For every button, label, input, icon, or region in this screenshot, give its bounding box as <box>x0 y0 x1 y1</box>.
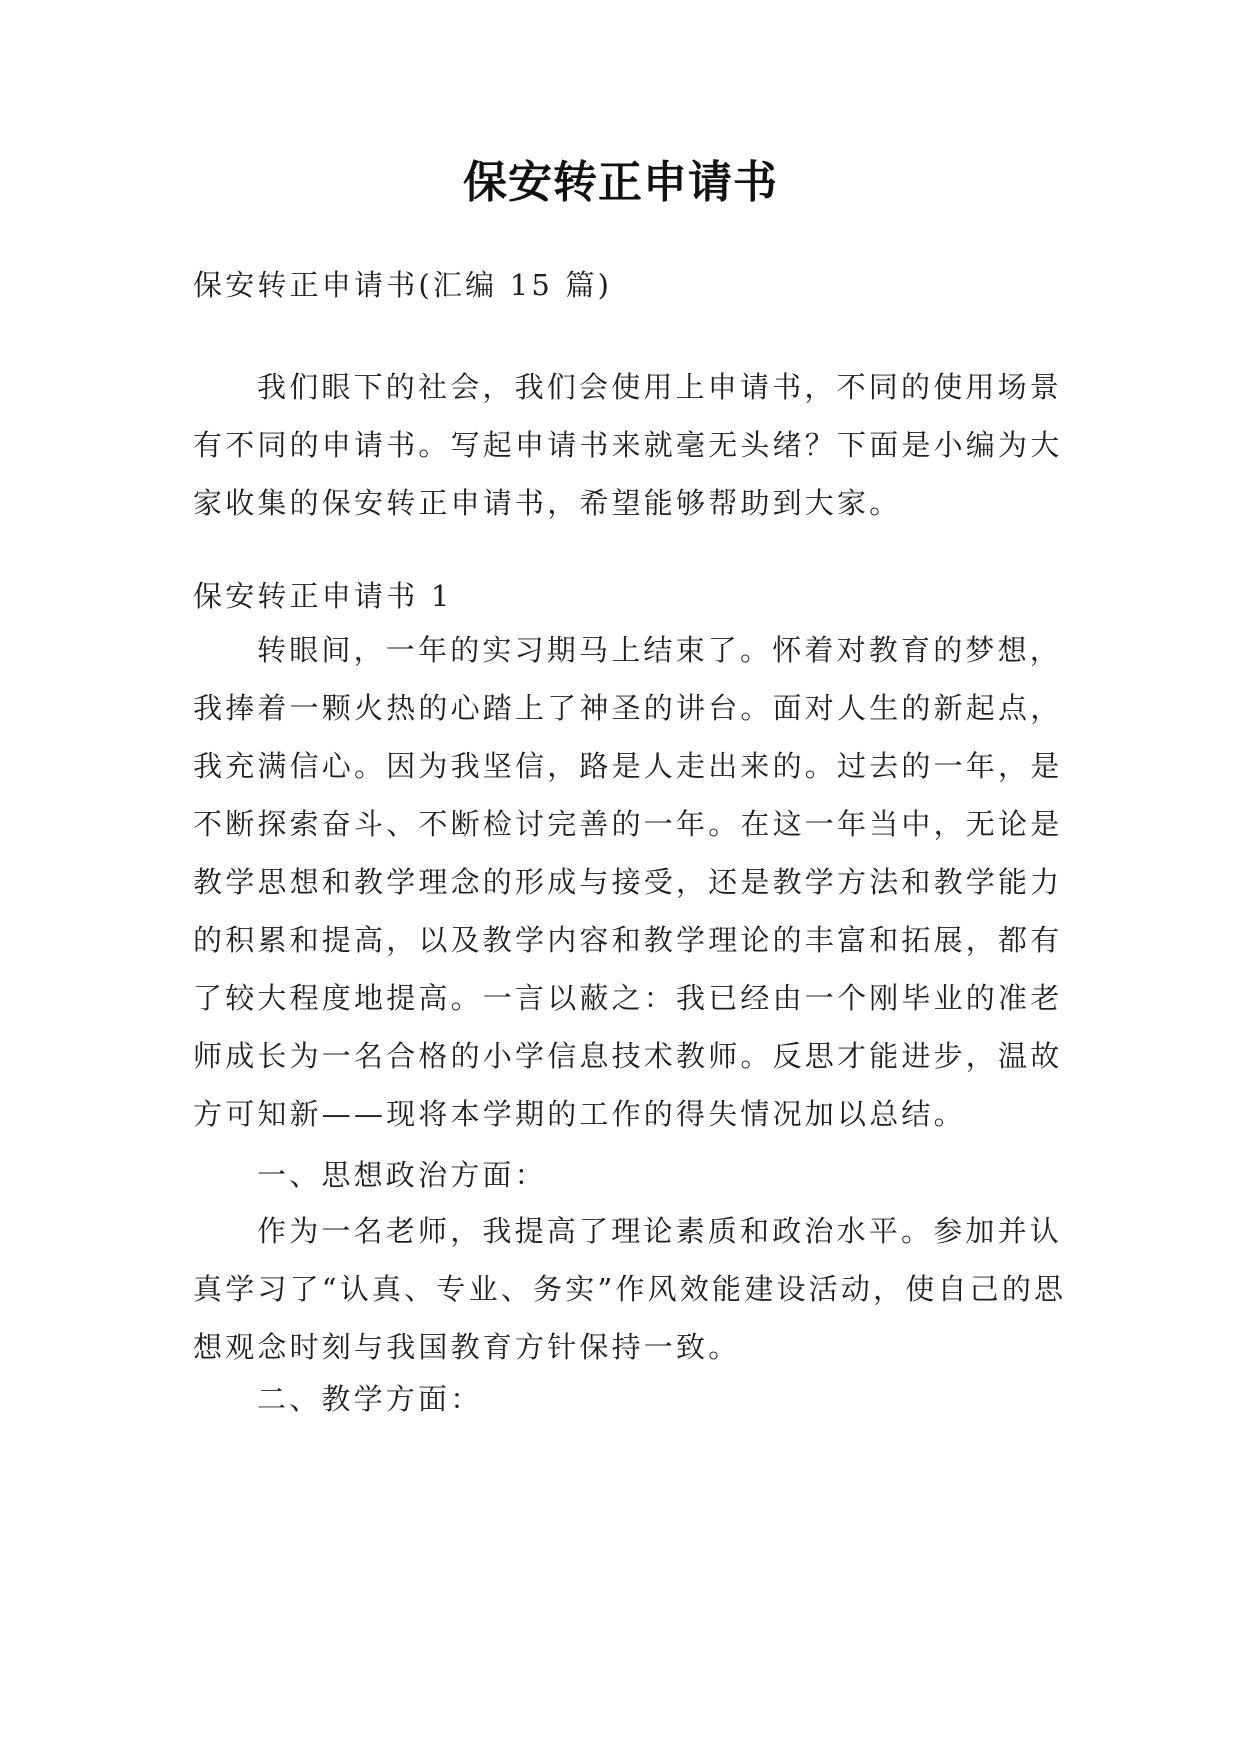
intro-paragraph: 我们眼下的社会，我们会使用上申请书，不同的使用场景有不同的申请书。写起申请书来就毫无头绪？下面是小编为大家收集的保安转正申请书，希望能够帮助到大家。 <box>193 370 1063 520</box>
document-title: 保安转正申请书 <box>463 157 778 208</box>
point-1-heading: 一、思想政治方面： <box>257 1158 547 1192</box>
point-2-heading: 二、教学方面： <box>257 1382 483 1416</box>
document-subtitle: 保安转正申请书(汇编 15 篇) <box>193 268 613 302</box>
point-1-paragraph: 作为一名老师，我提高了理论素质和政治水平。参加并认真学习了“认真、专业、务实”作风效能建设活动，使自己的思想观念时刻与我国教育方针保持一致。 <box>193 1214 1067 1364</box>
section-1-paragraph: 转眼间，一年的实习期马上结束了。怀着对教育的梦想，我捧着一颗火热的心踏上了神圣的讲台。面对人生的新起点，我充满信心。因为我坚信，路是人走出来的。过去的一年，是不断探索奋斗、不断检讨完善的一年。在这一年当中，无论是教学思想和教学理念的形成与接受，还是教学方法和教学能力的积累和提高，以及教学内容和教学理论的丰富和拓展，都有了较大程度地提高。一言以蔽之：我已经由一个刚毕业的准老师成长为一名合格的小学信息技术教师。反思才能进步，温故方可知新——现将本学期的工作的得失情况加以总结。 <box>193 633 1063 1131</box>
section-heading-1: 保安转正申请书 1 <box>193 579 453 613</box>
